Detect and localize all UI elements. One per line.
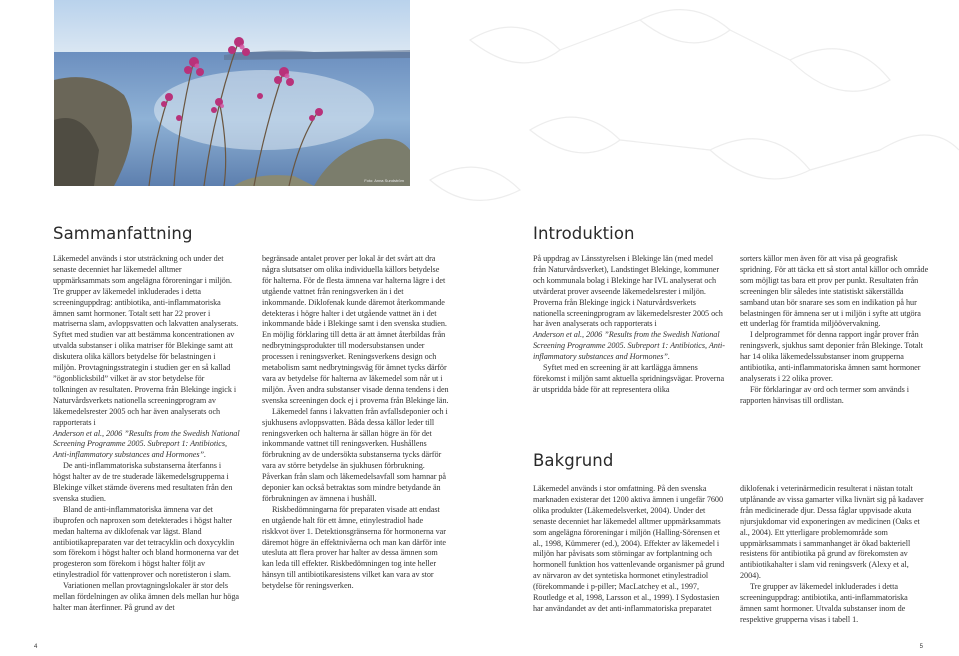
paragraph: Läkemedel fanns i lakvatten från avfallsdeponier och i sjukhusens avloppsvatten. Båda dessa källor leder till reningsverken och halterna är sällan högre än för det inkommande vattnet till reningsverken. Hushållens förbrukning av de undersökta substanserna tycks därför vara av större betydelse än sjukhusen förbrukning. Påverkan från slam och läkemedelsavfall som hamnar på deponier kan också betraktas som mindre betydande än förbrukningen av ämnena i hushåll. (262, 406, 448, 503)
paragraph: Syftet med en screening är att kartlägga ämnens förekomst i miljön samt aktuella spridningsvägar. Proverna är utspridda både för att representera olika (533, 363, 725, 394)
decorative-leaf-pattern (410, 0, 959, 230)
paragraph: De anti-inflammatoriska substanserna återfanns i högst halter av de tre studerade läkemedelsgrupperna i Blekinge vilket stämde överens med resultaten från den svenska studien. (53, 461, 233, 503)
page-number-left: 4 (34, 644, 38, 650)
cover-photo (54, 0, 410, 186)
paragraph: sorters källor men även för att visa på geografisk spridning. För att täcka ett så stort antal källor och område som möjligt tas bara ett prov per punkt. Resultaten från screeningen blir således inte statistiskt säkerställda samband utan bör snarare ses som en indikation på hur belastningen för ämnena ser ut i miljön i syfte att utgöra ett underlag för framtida miljöövervakning. (740, 254, 929, 329)
citation: Anderson et al., 2006 ”Results from the Swedish National Screening Programme 2005. Subreport 1: Antibiotics, Anti-inflammatory substances and Hormones”. (533, 330, 725, 362)
paragraph: Läkemedel används i stor omfattning. På den svenska marknaden existerar det 1200 aktiva ämnen i ungefär 7600 olika produkter (Läkemedelsverket, 2004). Under det senaste decenniet har läkemedel alltmer uppmärksammats som angelägna föroreningar i miljön (Halling-Sörensen et al., 1998, Kümmerer (ed.), 2004). Effekter av läkemedel i miljön har påvisats som störningar av fortplantning och hormonell funktion hos vattenlevande organismer på grund av närvaron av det syntetiska hormonet etinylestradiol (förekommande i p-piller; MacLatchey et al., 1997, Routledge et al, 1998, Larsson et al., 1999). I Sydostasien har användandet av det anti-inflammatoriska preparatet (533, 484, 725, 613)
paragraph: Bland de anti-inflammatoriska ämnena var det ibuprofen och naproxen som detekterades i högst halter medan halterna av diklofenak var lägst. Bland antibiotikapreparaten var det tetracyklin och doxycyklin som förekom i högst halter och bland hormonerna var det progesteron som förekom i högst halter följt av etinylestradiol för vattenprover och noretisteron i slam. (53, 504, 239, 580)
summary-column-1 (53, 254, 240, 614)
intro-column-2 (740, 254, 930, 407)
heading-introduktion: Introduktion (533, 224, 635, 243)
photo-credit: Foto: Anna Sundström (364, 178, 404, 183)
paragraph: På uppdrag av Länsstyrelsen i Blekinge län (med medel från Naturvårdsverket), Landstinget Blekinge, kommuner och kommunala bolag i Blekinge har IVL analyserat och utvärderat prover avseende läkemedelsrester i miljön. Proverna från Blekinge ingick i Naturvårdsverkets nationella screeningprogram av läkemedelsrester 2005 och har även analyserats och rapporterats i (533, 254, 723, 329)
citation: Anderson et al., 2006 ”Results from the Swedish National Screening Programme 2005. Subreport 1: Antibiotics, Anti-inflammatory substances and Hormones”. (53, 428, 240, 460)
page-number-right: 5 (919, 644, 923, 650)
paragraph: Riskbedömningarna för preparaten visade att endast en utgående halt för ett ämne, etinylestradiol hade riskkvot över 1. Detektionsgränserna för hormonerna var däremot högre än effektnivåerna och man kan därför inte utesluta att flera prover har halter av dessa ämnen som kan leda till effekter. Riskbedömningen tog inte heller hänsyn till antibiotikaresistens vilket kan vara av stor betydelse för reningsverken. (262, 504, 446, 591)
lake-flowers-photo (54, 0, 410, 186)
background-column-2 (740, 484, 930, 626)
paragraph: Tre grupper av läkemedel inkluderades i detta screeninguppdrag: antibiotika, anti-inflammatoriska ämnen samt hormoner. Utvalda substanser inom de respektive grupperna visas i tabell 1. (740, 582, 908, 624)
intro-column-1 (533, 254, 725, 396)
paragraph: I delprogrammet för denna rapport ingår prover från reningsverk, sjukhus samt deponier från Blekinge. Totalt har 14 olika läkemedelssubstanser inom grupperna antibiotika, anti-inflammatoriska ämnen samt hormoner analyserats i 22 olika prover. (740, 330, 923, 383)
summary-column-2 (262, 254, 449, 592)
heading-sammanfattning: Sammanfattning (53, 224, 193, 243)
paragraph: För förklaringar av ord och termer som används i rapporten hänvisas till ordlistan. (740, 384, 910, 405)
background-column-1 (533, 484, 725, 615)
heading-bakgrund: Bakgrund (533, 451, 614, 470)
paragraph: diklofenak i veterinärmedicin resulterat i nästan totalt utplånande av vissa gamarter vilka livnärt sig på kadaver från medicinerade djur. Dessa fåglar uppvisade akuta njursjukdomar vid exponeringen av medicinen (Oaks et al., 2004). Ett ytterligare problemområde som uppmärksammats i sammanhanget är ökad bakteriell resistens för antibiotika på grund av förekomsten av antibiotikahalter i slam vid reningsverk (Alexy et al, 2004). (740, 484, 924, 581)
paragraph: Variationen mellan provtagningslokaler är stor dels mellan fördelningen av olika ämnen dels mellan hur höga halter man återfinner. På grund av det (53, 581, 239, 612)
paragraph: begränsade antalet prover per lokal är det svårt att dra några slutsatser om olika individuella källors betydelse för halterna. För de flesta ämnena var halterna lägre i det utgående vattnet från reningsverken än i det inkommande. Diklofenak kunde däremot återkommande detekteras i högre halter i det utgående vattnet än i det inkommande både i Blekinge samt i den svenska studien. En möjlig förklaring till detta är att ämnet återbildas från nedbrytningsprodukter till modersubstansen under processen i reningsverket. Reningsverkens design och metabolism samt nedbrytningsväg för ämnet tycks därför vara av betydelse för halterna av läkemedel som når ut i miljön. Även andra substanser visade denna tendens i den svenska screeningen dock ej i proverna från Blekinge län. (262, 254, 449, 405)
paragraph: Läkemedel används i stor utsträckning och under det senaste decenniet har läkemedel alltmer uppmärksammats som angelägna föroreningar i miljön. Tre grupper av läkemedel inkluderades i detta screeninguppdrag: antibiotika, anti-inflammatoriska ämnen samt hormoner. Totalt sett har 22 prover i matriserna slam, avloppsvatten och lakvatten analyserats. Syftet med studien var att bestämma koncentrationen av utvalda substanser i olika matriser för Blekinge samt att diskutera olika källors betydelse för belastningen i miljön. Provtagningsstrategin i studien ger en så kallad ”ögonblicksbild” vilket är av stor betydelse för tolkningen av resultaten. Proverna från Blekinge ingick i Naturvårdsverkets nationella screeningprogram av läkemedelsrester 2005 och har även analyserats och rapporterats i (53, 254, 239, 427)
